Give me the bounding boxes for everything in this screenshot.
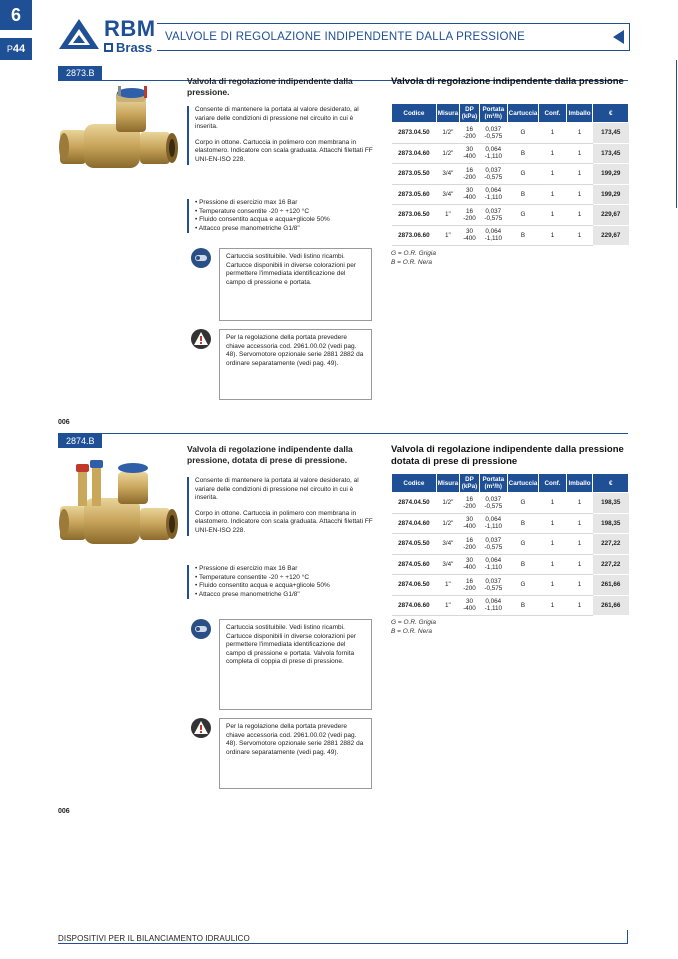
cell-flow: 0,064 -1,110 (479, 554, 507, 575)
section-number: 6 (0, 0, 32, 30)
cell-flow: 0,064 -1,110 (479, 184, 507, 205)
spec-item: • Attacco prese manometriche G1/8" (195, 225, 373, 234)
warning-note: Per la regolazione della portata prevedere chiave accessoria cod. 2961.00.02 (vedi pag. 48). Servomotore opzionale serie 2881 2882 da ordinare separatamente (vedi pag. 49). (219, 329, 372, 400)
cell-code: 2873.05.50 (392, 164, 437, 185)
cell-conf: 1 (539, 225, 566, 246)
footer-rule (58, 943, 628, 944)
product-code-tab: 2874.B (58, 434, 102, 448)
cell-flow: 0,037 -0,575 (479, 164, 507, 185)
cell-cartridge: G (507, 493, 539, 514)
price-table (391, 473, 629, 616)
cell-code: 2873.04.50 (392, 123, 437, 144)
spec-item: • Temperature consentite -20 ÷ +120 °C (195, 208, 373, 217)
cell-flow: 0,037 -0,575 (479, 534, 507, 555)
cell-conf: 1 (539, 123, 566, 144)
cell-code: 2874.05.60 (392, 554, 437, 575)
brand-sub: Brass (116, 40, 153, 55)
description-text: Corpo in ottone. Cartuccia in polimero con membrana in elastomero. Indicatore con scala graduata. Attacchi filettati FF UNI-EN-ISO 228. (195, 138, 373, 163)
cell-price: 199,29 (593, 164, 629, 185)
cell-size: 1/2" (436, 123, 459, 144)
cell-size: 3/4" (436, 184, 459, 205)
warning-icon (190, 718, 212, 738)
spec-list (187, 199, 373, 233)
legend-item: B = O.R. Nera (391, 627, 432, 635)
col-header: Misura (436, 474, 459, 493)
col-header: Codice (392, 474, 437, 493)
cell-price: 173,45 (593, 123, 629, 144)
product-code-tab: 2873.B (58, 66, 102, 80)
col-header: Misura (436, 104, 459, 123)
spec-item: • Fluido consentito acqua e acqua+glicole 50% (195, 216, 373, 225)
cell-flow: 0,064 -1,110 (479, 225, 507, 246)
cell-code: 2874.04.60 (392, 513, 437, 534)
cell-size: 3/4" (436, 554, 459, 575)
cell-price: 173,45 (593, 143, 629, 164)
cell-cartridge: G (507, 205, 539, 226)
spec-item: • Pressione di esercizio max 16 Bar (195, 199, 373, 208)
brand-square-icon (104, 43, 113, 52)
cell-size: 3/4" (436, 534, 459, 555)
cell-conf: 1 (539, 575, 566, 596)
cell-code: 2874.05.50 (392, 534, 437, 555)
col-header: Cartuccia (507, 104, 539, 123)
cell-size: 1" (436, 225, 459, 246)
cell-dp: 16 -200 (460, 164, 480, 185)
table-row (392, 595, 629, 616)
cell-price: 229,67 (593, 225, 629, 246)
header-arrow-icon (613, 30, 624, 44)
cartridge-legend (391, 250, 436, 267)
cell-code: 2874.06.60 (392, 595, 437, 616)
cell-price: 261,66 (593, 595, 629, 616)
cell-packaging: 1 (566, 123, 593, 144)
table-row (392, 143, 629, 164)
info-note: Cartuccia sostituibile. Vedi listino ricambi. Cartucce disponibili in diverse colorazioni per permettere l'immediata identificazione del campo di pressione e portata. Valvola fornita completa di coppia di prese di pressione. (219, 619, 372, 710)
cell-flow: 0,037 -0,575 (479, 493, 507, 514)
cell-cartridge: B (507, 143, 539, 164)
cell-cartridge: B (507, 184, 539, 205)
cell-price: 227,22 (593, 534, 629, 555)
cell-price: 229,67 (593, 205, 629, 226)
cell-size: 1" (436, 205, 459, 226)
spec-item: • Temperature consentite -20 ÷ +120 °C (195, 574, 373, 583)
col-header: Codice (392, 104, 437, 123)
col-header: € (593, 474, 629, 493)
table-title: Valvola di regolazione indipendente dalla pressione (391, 76, 624, 87)
cell-cartridge: B (507, 554, 539, 575)
col-header: € (593, 104, 629, 123)
right-edge-rule (676, 60, 677, 208)
cell-size: 1/2" (436, 513, 459, 534)
footer-text: DISPOSITIVI PER IL BILANCIAMENTO IDRAULICO (58, 934, 250, 943)
section-code: 006 (58, 419, 70, 426)
product-title: Valvola di regolazione indipendente dalla pressione. (187, 76, 353, 97)
brand-logo (104, 18, 156, 54)
cell-flow: 0,064 -1,110 (479, 595, 507, 616)
product-description (187, 477, 373, 536)
cell-code: 2874.04.50 (392, 493, 437, 514)
cell-packaging: 1 (566, 513, 593, 534)
col-header: Portata (m³/h) (479, 104, 507, 123)
cell-dp: 30 -400 (460, 184, 480, 205)
cell-conf: 1 (539, 513, 566, 534)
cell-conf: 1 (539, 595, 566, 616)
page-title: VALVOLE DI REGOLAZIONE INDIPENDENTE DALLA PRESSIONE (165, 31, 525, 43)
section-rule (58, 433, 628, 434)
cell-conf: 1 (539, 534, 566, 555)
cell-cartridge: G (507, 164, 539, 185)
price-table (391, 103, 629, 246)
cell-dp: 30 -400 (460, 554, 480, 575)
cell-flow: 0,037 -0,575 (479, 575, 507, 596)
cartridge-info-icon (190, 618, 212, 640)
footer-tick (627, 930, 628, 944)
table-row (392, 534, 629, 555)
table-header-row (392, 104, 629, 123)
cartridge-legend (391, 619, 436, 636)
col-header: DP (kPa) (460, 104, 480, 123)
cell-code: 2874.06.50 (392, 575, 437, 596)
cell-flow: 0,037 -0,575 (479, 123, 507, 144)
cell-packaging: 1 (566, 534, 593, 555)
cell-code: 2873.05.60 (392, 184, 437, 205)
table-row (392, 123, 629, 144)
cell-dp: 16 -200 (460, 493, 480, 514)
cell-size: 1" (436, 575, 459, 596)
cell-packaging: 1 (566, 205, 593, 226)
cell-size: 3/4" (436, 164, 459, 185)
spec-item: • Attacco prese manometriche G1/8" (195, 591, 373, 600)
col-header: Imballo (566, 474, 593, 493)
warning-icon (190, 329, 212, 349)
table-row (392, 493, 629, 514)
cell-dp: 30 -400 (460, 143, 480, 164)
page-number: 44 (12, 43, 26, 55)
brand-name: RBM (104, 16, 156, 41)
table-row (392, 225, 629, 246)
table-row (392, 184, 629, 205)
rbm-logo-icon (58, 18, 100, 50)
cell-cartridge: G (507, 123, 539, 144)
section-code: 006 (58, 808, 70, 815)
description-text: Corpo in ottone. Cartuccia in polimero con membrana in elastomero. Indicatore con scala graduata. Attacchi filettati FF UNI-EN-ISO 228. (195, 509, 373, 534)
cell-cartridge: B (507, 595, 539, 616)
col-header: Imballo (566, 104, 593, 123)
cell-conf: 1 (539, 184, 566, 205)
cell-flow: 0,037 -0,575 (479, 205, 507, 226)
page-prefix: P (6, 44, 13, 54)
col-header: Conf. (539, 104, 566, 123)
legend-item: B = O.R. Nera (391, 258, 432, 266)
table-row (392, 164, 629, 185)
cell-price: 261,66 (593, 575, 629, 596)
cell-price: 199,29 (593, 184, 629, 205)
product-title: Valvola di regolazione indipendente dalla pressione, dotata di prese di pressione. (187, 444, 353, 465)
table-title: Valvola di regolazione indipendente dalla pressione dotata di prese di pressione (391, 444, 624, 467)
cell-cartridge: G (507, 534, 539, 555)
cell-conf: 1 (539, 143, 566, 164)
cell-conf: 1 (539, 554, 566, 575)
cell-packaging: 1 (566, 493, 593, 514)
cell-code: 2873.04.60 (392, 143, 437, 164)
legend-item: G = O.R. Grigia (391, 250, 436, 257)
cell-cartridge: B (507, 225, 539, 246)
cell-code: 2873.06.60 (392, 225, 437, 246)
cell-flow: 0,064 -1,110 (479, 143, 507, 164)
cell-packaging: 1 (566, 595, 593, 616)
valve-product-image (58, 456, 180, 556)
cell-packaging: 1 (566, 143, 593, 164)
table-row (392, 554, 629, 575)
cell-flow: 0,064 -1,110 (479, 513, 507, 534)
description-text: Consente di mantenere la portata al valore desiderato, al variare delle condizioni di pressione nel circuito in cui è inserita. (195, 106, 359, 131)
cell-packaging: 1 (566, 184, 593, 205)
page-number-box (0, 38, 32, 60)
cell-packaging: 1 (566, 575, 593, 596)
cell-dp: 16 -200 (460, 534, 480, 555)
valve-product-image (58, 84, 180, 182)
info-note: Cartuccia sostituibile. Vedi listino ricambi. Cartucce disponibili in diverse colorazioni per permettere l'immediata identificazione del campo di pressione e portata. (219, 248, 372, 321)
legend-item: G = O.R. Grigia (391, 619, 436, 626)
spec-item: • Pressione di esercizio max 16 Bar (195, 565, 373, 574)
table-header-row (392, 474, 629, 493)
cell-packaging: 1 (566, 225, 593, 246)
cell-dp: 16 -200 (460, 123, 480, 144)
col-header: DP (kPa) (460, 474, 480, 493)
spec-item: • Fluido consentito acqua e acqua+glicole 50% (195, 582, 373, 591)
cartridge-info-icon (190, 247, 212, 269)
cell-packaging: 1 (566, 554, 593, 575)
cell-cartridge: B (507, 513, 539, 534)
cell-price: 198,35 (593, 513, 629, 534)
cell-dp: 30 -400 (460, 225, 480, 246)
spec-list (187, 565, 373, 599)
description-text: Consente di mantenere la portata al valore desiderato, al variare delle condizioni di pressione nel circuito in cui è inserita. (195, 477, 359, 502)
table-row (392, 205, 629, 226)
cell-code: 2873.06.50 (392, 205, 437, 226)
cell-size: 1/2" (436, 493, 459, 514)
warning-note: Per la regolazione della portata prevedere chiave accessoria cod. 2961.00.02 (vedi pag. 48). Servomotore opzionale serie 2881 2882 da ordinare separatamente (vedi pag. 49). (219, 718, 372, 789)
col-header: Conf. (539, 474, 566, 493)
cell-dp: 30 -400 (460, 595, 480, 616)
cell-price: 227,22 (593, 554, 629, 575)
cell-conf: 1 (539, 164, 566, 185)
cell-dp: 16 -200 (460, 205, 480, 226)
cell-conf: 1 (539, 493, 566, 514)
cell-cartridge: G (507, 575, 539, 596)
cell-dp: 30 -400 (460, 513, 480, 534)
col-header: Cartuccia (507, 474, 539, 493)
cell-price: 198,35 (593, 493, 629, 514)
cell-conf: 1 (539, 205, 566, 226)
cell-dp: 16 -200 (460, 575, 480, 596)
cell-size: 1" (436, 595, 459, 616)
cell-size: 1/2" (436, 143, 459, 164)
table-row (392, 575, 629, 596)
col-header: Portata (m³/h) (479, 474, 507, 493)
cell-packaging: 1 (566, 164, 593, 185)
product-description (187, 106, 373, 165)
table-row (392, 513, 629, 534)
